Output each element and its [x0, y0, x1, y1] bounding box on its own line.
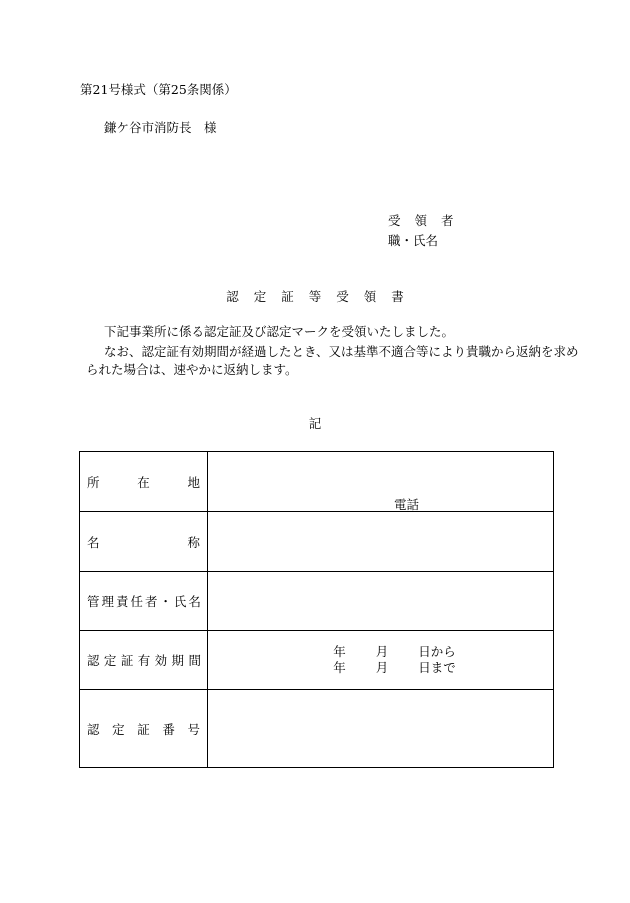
label-name: [80, 512, 208, 572]
label-cert-number: [80, 690, 208, 768]
label-manager: [80, 572, 208, 631]
label-char: 名: [188, 594, 201, 609]
label-char: 証: [120, 653, 134, 668]
day-from-unit: 日から: [418, 644, 456, 659]
label-char: 名: [87, 534, 100, 550]
label-char: 地: [187, 474, 200, 490]
table-row-manager: [80, 572, 554, 631]
label-char: 認: [87, 721, 100, 737]
phone-label: 電話: [394, 497, 420, 512]
table-row-validity: [80, 631, 554, 690]
label-char: 管: [87, 594, 100, 609]
label-char: 効: [154, 653, 168, 668]
table-row-location: [80, 452, 554, 512]
label-char: 任: [130, 594, 143, 609]
label-char: 番: [162, 721, 175, 737]
form-number: 第21号様式（第25条関係）: [80, 82, 237, 97]
value-location[interactable]: [208, 452, 554, 512]
label-char: 称: [187, 534, 200, 550]
receiver-label: 受 領 者: [388, 213, 459, 228]
label-char: 号: [187, 721, 200, 737]
value-name[interactable]: [208, 512, 554, 572]
day-to-unit: 日まで: [418, 660, 456, 675]
label-location: [80, 452, 208, 512]
label-validity: [80, 631, 208, 690]
label-char: 間: [188, 653, 201, 668]
label-char: 定: [103, 653, 117, 668]
label-char: 認: [87, 653, 100, 668]
details-table: [79, 451, 554, 768]
addressee: 鎌ケ谷市消防長 様: [104, 120, 217, 135]
body-paragraph-line-2: なお、認定証有効期間が経過したとき、又は基準不適合等により貴職から返納を求め: [104, 344, 579, 359]
label-char: 所: [87, 474, 100, 490]
value-cert-number[interactable]: [208, 690, 554, 768]
table-row-name: [80, 512, 554, 572]
period-from: [333, 644, 456, 660]
label-char: 在: [137, 474, 150, 490]
document-title: 認定証等受領書: [226, 289, 419, 304]
body-paragraph-line-1: 下記事業所に係る認定証及び認定マークを受領いたしました。: [104, 324, 455, 339]
label-char: 定: [112, 721, 125, 737]
label-char: 期: [171, 653, 185, 668]
month-unit: 月: [375, 660, 389, 675]
label-char: 氏: [173, 594, 187, 609]
label-char: 者: [144, 594, 158, 609]
label-char: 証: [137, 721, 150, 737]
value-validity[interactable]: [208, 631, 554, 690]
table-row-cert-number: [80, 690, 554, 768]
body-paragraph-line-3: られた場合は、速やかに返納します。: [86, 362, 298, 377]
year-unit: 年: [333, 644, 346, 659]
label-char: 有: [137, 653, 151, 668]
receiver-name-label: 職・氏名: [388, 233, 439, 248]
label-char: 責: [115, 594, 129, 609]
month-unit: 月: [375, 644, 389, 659]
label-char: ・: [159, 594, 172, 609]
ki-mark: 記: [308, 416, 322, 431]
year-unit: 年: [333, 660, 346, 675]
label-char: 理: [101, 594, 114, 609]
period-to: [333, 660, 456, 676]
value-manager[interactable]: [208, 572, 554, 631]
